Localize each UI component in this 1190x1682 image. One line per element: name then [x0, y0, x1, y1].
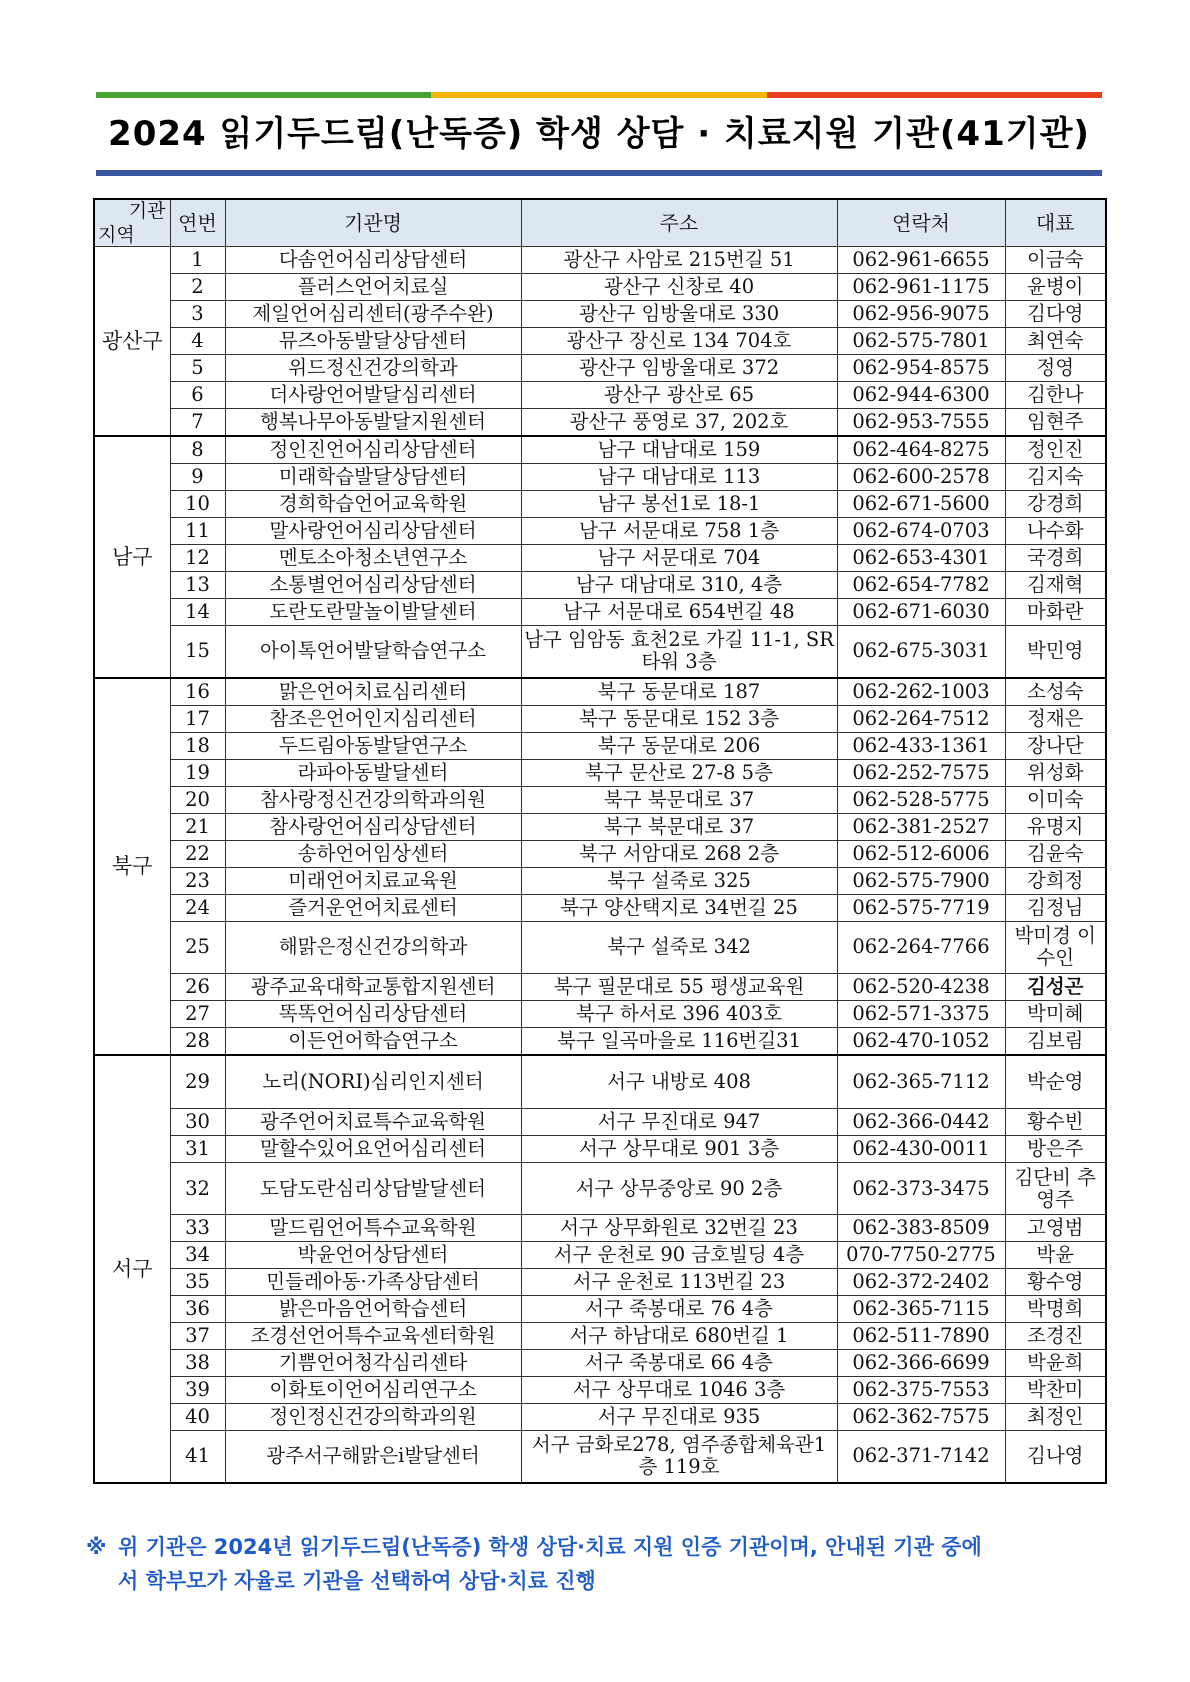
rep-cell: 김나영	[1005, 1431, 1106, 1483]
phone-cell: 062-575-7900	[837, 867, 1005, 894]
name-cell: 참조은언어인지심리센터	[225, 705, 521, 732]
rep-cell: 박찬미	[1005, 1377, 1106, 1404]
name-cell: 밝은마음언어학습센터	[225, 1296, 521, 1323]
phone-cell: 062-373-3475	[837, 1163, 1005, 1215]
phone-cell: 062-371-7142	[837, 1431, 1005, 1483]
rep-cell: 김정님	[1005, 894, 1106, 921]
table-row	[94, 973, 1106, 1000]
address-cell: 북구 서암대로 268 2층	[521, 840, 837, 867]
name-cell: 정인진언어심리상담센터	[225, 436, 521, 464]
phone-cell: 062-365-7112	[837, 1055, 1005, 1109]
name-cell: 이화토이언어심리연구소	[225, 1377, 521, 1404]
address-cell: 남구 대남대로 159	[521, 436, 837, 464]
rep-cell: 김다영	[1005, 301, 1106, 328]
name-cell: 미래언어치료교육원	[225, 867, 521, 894]
header-address: 주소	[521, 199, 837, 247]
name-cell: 라파아동발달센터	[225, 759, 521, 786]
name-cell: 멘토소아청소년연구소	[225, 545, 521, 572]
no-cell: 6	[170, 382, 225, 409]
rep-cell: 박순영	[1005, 1055, 1106, 1109]
phone-cell: 062-520-4238	[837, 973, 1005, 1000]
phone-cell: 062-575-7719	[837, 894, 1005, 921]
no-cell: 18	[170, 732, 225, 759]
no-cell: 14	[170, 599, 225, 626]
phone-cell: 062-512-6006	[837, 840, 1005, 867]
no-cell: 30	[170, 1109, 225, 1136]
address-cell: 광산구 사암로 215번길 51	[521, 247, 837, 274]
no-cell: 33	[170, 1215, 225, 1242]
address-cell: 광산구 임방울대로 330	[521, 301, 837, 328]
no-cell: 36	[170, 1296, 225, 1323]
name-cell: 똑똑언어심리상담센터	[225, 1000, 521, 1027]
no-cell: 5	[170, 355, 225, 382]
name-cell: 즐거운언어치료센터	[225, 894, 521, 921]
phone-cell: 062-362-7575	[837, 1404, 1005, 1431]
no-cell: 9	[170, 464, 225, 491]
header-phone: 연락처	[837, 199, 1005, 247]
rep-cell: 고영범	[1005, 1215, 1106, 1242]
rep-cell: 박명희	[1005, 1296, 1106, 1323]
table-row	[94, 813, 1106, 840]
phone-cell: 062-575-7801	[837, 328, 1005, 355]
no-cell: 38	[170, 1350, 225, 1377]
no-cell: 12	[170, 545, 225, 572]
rep-cell: 강희정	[1005, 867, 1106, 894]
table-header-row	[94, 199, 1106, 247]
no-cell: 41	[170, 1431, 225, 1483]
no-cell: 28	[170, 1027, 225, 1055]
name-cell: 광주서구해맑은i발달센터	[225, 1431, 521, 1483]
name-cell: 더사랑언어발달심리센터	[225, 382, 521, 409]
table-row	[94, 626, 1106, 678]
table-row	[94, 1163, 1106, 1215]
rep-cell: 정영	[1005, 355, 1106, 382]
phone-cell: 062-264-7512	[837, 705, 1005, 732]
table-row	[94, 1000, 1106, 1027]
no-cell: 8	[170, 436, 225, 464]
top-color-bar	[96, 92, 1102, 98]
table-row	[94, 1055, 1106, 1109]
table-row	[94, 301, 1106, 328]
no-cell: 25	[170, 921, 225, 973]
table-row	[94, 921, 1106, 973]
address-cell: 북구 일곡마을로 116번길31	[521, 1027, 837, 1055]
phone-cell: 062-383-8509	[837, 1215, 1005, 1242]
address-cell: 남구 봉선1로 18-1	[521, 491, 837, 518]
name-cell: 두드림아동발달연구소	[225, 732, 521, 759]
name-cell: 경희학습언어교육학원	[225, 491, 521, 518]
top-bar-yellow	[431, 92, 766, 98]
name-cell: 광주언어치료특수교육학원	[225, 1109, 521, 1136]
phone-cell: 062-375-7553	[837, 1377, 1005, 1404]
footnote-text-2: 서 학부모가 자율로 기관을 선택하여 상담·치료 진행	[118, 1569, 596, 1593]
rep-cell: 유명지	[1005, 813, 1106, 840]
address-cell: 서구 금화로278, 염주종합체육관1층 119호	[521, 1431, 837, 1483]
table-row	[94, 1027, 1106, 1055]
address-cell: 북구 북문대로 37	[521, 813, 837, 840]
phone-cell: 062-511-7890	[837, 1323, 1005, 1350]
phone-cell: 062-954-8575	[837, 355, 1005, 382]
table-row	[94, 867, 1106, 894]
rep-cell: 장나단	[1005, 732, 1106, 759]
table-row	[94, 678, 1106, 706]
address-cell: 서구 상무대로 1046 3층	[521, 1377, 837, 1404]
no-cell: 15	[170, 626, 225, 678]
name-cell: 참사랑언어심리상담센터	[225, 813, 521, 840]
name-cell: 조경선언어특수교육센터학원	[225, 1323, 521, 1350]
page-title: 2024 읽기두드림(난독증) 학생 상담 · 치료지원 기관(41기관)	[108, 114, 1090, 154]
name-cell: 다솜언어심리상담센터	[225, 247, 521, 274]
header-name: 기관명	[225, 199, 521, 247]
region-cell: 남구	[94, 436, 170, 678]
address-cell: 서구 무진대로 935	[521, 1404, 837, 1431]
no-cell: 29	[170, 1055, 225, 1109]
address-cell: 광산구 풍영로 37, 202호	[521, 409, 837, 437]
phone-cell: 062-961-6655	[837, 247, 1005, 274]
name-cell: 말드림언어특수교육학원	[225, 1215, 521, 1242]
address-cell: 남구 서문대로 654번길 48	[521, 599, 837, 626]
phone-cell: 062-944-6300	[837, 382, 1005, 409]
address-cell: 서구 상무중앙로 90 2층	[521, 1163, 837, 1215]
table-row	[94, 1377, 1106, 1404]
rep-cell: 김지숙	[1005, 464, 1106, 491]
header-no: 연번	[170, 199, 225, 247]
name-cell: 말할수있어요언어심리센터	[225, 1136, 521, 1163]
address-cell: 서구 운천로 113번길 23	[521, 1269, 837, 1296]
rep-cell: 위성화	[1005, 759, 1106, 786]
table-row	[94, 518, 1106, 545]
address-cell: 서구 죽봉대로 66 4층	[521, 1350, 837, 1377]
name-cell: 이든언어학습연구소	[225, 1027, 521, 1055]
header-diag-top: 기관	[128, 200, 166, 222]
address-cell: 남구 임암동 효천2로 가길 11-1, SR타워 3층	[521, 626, 837, 678]
address-cell: 서구 하남대로 680번길 1	[521, 1323, 837, 1350]
table-row	[94, 545, 1106, 572]
table-row	[94, 1404, 1106, 1431]
address-cell: 광산구 임방울대로 372	[521, 355, 837, 382]
no-cell: 26	[170, 973, 225, 1000]
rep-cell: 마화란	[1005, 599, 1106, 626]
rep-cell: 국경희	[1005, 545, 1106, 572]
no-cell: 22	[170, 840, 225, 867]
phone-cell: 062-654-7782	[837, 572, 1005, 599]
phone-cell: 062-674-0703	[837, 518, 1005, 545]
table-row	[94, 1109, 1106, 1136]
no-cell: 34	[170, 1242, 225, 1269]
rep-cell: 강경희	[1005, 491, 1106, 518]
name-cell: 도란도란말놀이발달센터	[225, 599, 521, 626]
table-row	[94, 247, 1106, 274]
table-row	[94, 1269, 1106, 1296]
address-cell: 서구 죽봉대로 76 4층	[521, 1296, 837, 1323]
no-cell: 19	[170, 759, 225, 786]
table-row	[94, 1296, 1106, 1323]
no-cell: 4	[170, 328, 225, 355]
top-bar-red	[767, 92, 1102, 98]
rep-cell: 나수화	[1005, 518, 1106, 545]
rep-cell: 박윤희	[1005, 1350, 1106, 1377]
name-cell: 참사랑정신건강의학과의원	[225, 786, 521, 813]
name-cell: 미래학습발달상담센터	[225, 464, 521, 491]
table-row	[94, 1215, 1106, 1242]
table-row	[94, 1350, 1106, 1377]
table-row	[94, 436, 1106, 464]
address-cell: 북구 설죽로 342	[521, 921, 837, 973]
rep-cell: 김단비 추영주	[1005, 1163, 1106, 1215]
table-row	[94, 599, 1106, 626]
name-cell: 해맑은정신건강의학과	[225, 921, 521, 973]
rep-cell: 정인진	[1005, 436, 1106, 464]
name-cell: 정인정신건강의학과의원	[225, 1404, 521, 1431]
name-cell: 행복나무아동발달지원센터	[225, 409, 521, 437]
header-rep: 대표	[1005, 199, 1106, 247]
table-row	[94, 1431, 1106, 1483]
table-row	[94, 491, 1106, 518]
address-cell: 광산구 광산로 65	[521, 382, 837, 409]
rep-cell: 김재혁	[1005, 572, 1106, 599]
name-cell: 박윤언어상담센터	[225, 1242, 521, 1269]
rep-cell: 최정인	[1005, 1404, 1106, 1431]
phone-cell: 062-430-0011	[837, 1136, 1005, 1163]
name-cell: 송하언어임상센터	[225, 840, 521, 867]
phone-cell: 062-953-7555	[837, 409, 1005, 437]
no-cell: 32	[170, 1163, 225, 1215]
address-cell: 광산구 신창로 40	[521, 274, 837, 301]
rep-cell: 박미경 이수인	[1005, 921, 1106, 973]
address-cell: 남구 대남대로 113	[521, 464, 837, 491]
table-row	[94, 732, 1106, 759]
address-cell: 서구 상무대로 901 3층	[521, 1136, 837, 1163]
footnote	[86, 1530, 1116, 1598]
rep-cell: 김보림	[1005, 1027, 1106, 1055]
phone-cell: 062-433-1361	[837, 732, 1005, 759]
table-row	[94, 382, 1106, 409]
region-cell: 광산구	[94, 247, 170, 437]
table-row	[94, 355, 1106, 382]
rep-cell: 박윤	[1005, 1242, 1106, 1269]
address-cell: 서구 내방로 408	[521, 1055, 837, 1109]
no-cell: 1	[170, 247, 225, 274]
address-cell: 북구 동문대로 187	[521, 678, 837, 706]
phone-cell: 062-571-3375	[837, 1000, 1005, 1027]
no-cell: 24	[170, 894, 225, 921]
no-cell: 40	[170, 1404, 225, 1431]
rep-cell: 김윤숙	[1005, 840, 1106, 867]
name-cell: 노리(NORI)심리인지센터	[225, 1055, 521, 1109]
address-cell: 북구 동문대로 152 3층	[521, 705, 837, 732]
table-row	[94, 786, 1106, 813]
table-row	[94, 840, 1106, 867]
phone-cell: 062-381-2527	[837, 813, 1005, 840]
address-cell: 서구 무진대로 947	[521, 1109, 837, 1136]
address-cell: 북구 하서로 396 403호	[521, 1000, 837, 1027]
no-cell: 21	[170, 813, 225, 840]
table-row	[94, 759, 1106, 786]
no-cell: 2	[170, 274, 225, 301]
rep-cell: 김한나	[1005, 382, 1106, 409]
phone-cell: 070-7750-2775	[837, 1242, 1005, 1269]
footnote-text-1: 위 기관은 2024년 읽기두드림(난독증) 학생 상담·치료 지원 인증 기관이며, 안내된 기관 중에	[118, 1535, 982, 1559]
phone-cell: 062-372-2402	[837, 1269, 1005, 1296]
name-cell: 민들레아동·가족상담센터	[225, 1269, 521, 1296]
no-cell: 13	[170, 572, 225, 599]
phone-cell: 062-671-5600	[837, 491, 1005, 518]
rep-cell: 정재은	[1005, 705, 1106, 732]
rep-cell: 김성곤	[1005, 973, 1106, 1000]
rep-cell: 이금숙	[1005, 247, 1106, 274]
no-cell: 7	[170, 409, 225, 437]
phone-cell: 062-675-3031	[837, 626, 1005, 678]
no-cell: 35	[170, 1269, 225, 1296]
name-cell: 도담도란심리상담발달센터	[225, 1163, 521, 1215]
no-cell: 31	[170, 1136, 225, 1163]
rep-cell: 박민영	[1005, 626, 1106, 678]
address-cell: 남구 서문대로 704	[521, 545, 837, 572]
phone-cell: 062-365-7115	[837, 1296, 1005, 1323]
table-row	[94, 705, 1106, 732]
table-row	[94, 274, 1106, 301]
table-row	[94, 409, 1106, 437]
no-cell: 39	[170, 1377, 225, 1404]
name-cell: 기쁨언어청각심리센타	[225, 1350, 521, 1377]
phone-cell: 062-252-7575	[837, 759, 1005, 786]
name-cell: 플러스언어치료실	[225, 274, 521, 301]
table-row	[94, 1136, 1106, 1163]
phone-cell: 062-528-5775	[837, 786, 1005, 813]
table-row	[94, 1323, 1106, 1350]
header-region-institution	[94, 199, 170, 247]
rep-cell: 방은주	[1005, 1136, 1106, 1163]
name-cell: 위드정신건강의학과	[225, 355, 521, 382]
phone-cell: 062-366-6699	[837, 1350, 1005, 1377]
rep-cell: 최연숙	[1005, 328, 1106, 355]
address-cell: 남구 대남대로 310, 4층	[521, 572, 837, 599]
no-cell: 37	[170, 1323, 225, 1350]
title-underline-bar	[96, 170, 1102, 176]
table-row	[94, 894, 1106, 921]
table-row	[94, 1242, 1106, 1269]
address-cell: 북구 북문대로 37	[521, 786, 837, 813]
no-cell: 17	[170, 705, 225, 732]
phone-cell: 062-366-0442	[837, 1109, 1005, 1136]
name-cell: 광주교육대학교통합지원센터	[225, 973, 521, 1000]
address-cell: 북구 양산택지로 34번길 25	[521, 894, 837, 921]
phone-cell: 062-961-1175	[837, 274, 1005, 301]
top-bar-green	[96, 92, 431, 98]
phone-cell: 062-671-6030	[837, 599, 1005, 626]
rep-cell: 황수영	[1005, 1269, 1106, 1296]
rep-cell: 임현주	[1005, 409, 1106, 437]
footnote-mark: ※	[86, 1535, 107, 1559]
rep-cell: 박미혜	[1005, 1000, 1106, 1027]
phone-cell: 062-653-4301	[837, 545, 1005, 572]
table-body	[94, 247, 1106, 1483]
name-cell: 맑은언어치료심리센터	[225, 678, 521, 706]
name-cell: 아이톡언어발달학습연구소	[225, 626, 521, 678]
no-cell: 3	[170, 301, 225, 328]
no-cell: 20	[170, 786, 225, 813]
region-cell: 북구	[94, 678, 170, 1055]
table-row	[94, 328, 1106, 355]
no-cell: 23	[170, 867, 225, 894]
no-cell: 16	[170, 678, 225, 706]
no-cell: 11	[170, 518, 225, 545]
rep-cell: 이미숙	[1005, 786, 1106, 813]
phone-cell: 062-470-1052	[837, 1027, 1005, 1055]
name-cell: 뮤즈아동발달상담센터	[225, 328, 521, 355]
table-row	[94, 572, 1106, 599]
phone-cell: 062-956-9075	[837, 301, 1005, 328]
region-cell: 서구	[94, 1055, 170, 1483]
phone-cell: 062-464-8275	[837, 436, 1005, 464]
address-cell: 북구 필문대로 55 평생교육원	[521, 973, 837, 1000]
no-cell: 27	[170, 1000, 225, 1027]
address-cell: 서구 운천로 90 금호빌딩 4층	[521, 1242, 837, 1269]
name-cell: 말사랑언어심리상담센터	[225, 518, 521, 545]
phone-cell: 062-262-1003	[837, 678, 1005, 706]
address-cell: 남구 서문대로 758 1층	[521, 518, 837, 545]
rep-cell: 소성숙	[1005, 678, 1106, 706]
institution-table	[93, 198, 1107, 1484]
address-cell: 서구 상무화원로 32번길 23	[521, 1215, 837, 1242]
table-row	[94, 464, 1106, 491]
footnote-line-1	[86, 1530, 1116, 1564]
name-cell: 제일언어심리센터(광주수완)	[225, 301, 521, 328]
no-cell: 10	[170, 491, 225, 518]
header-diag-bottom: 지역	[98, 224, 135, 246]
address-cell: 북구 문산로 27-8 5층	[521, 759, 837, 786]
name-cell: 소통별언어심리상담센터	[225, 572, 521, 599]
phone-cell: 062-264-7766	[837, 921, 1005, 973]
rep-cell: 황수빈	[1005, 1109, 1106, 1136]
address-cell: 북구 동문대로 206	[521, 732, 837, 759]
rep-cell: 윤병이	[1005, 274, 1106, 301]
rep-cell: 조경진	[1005, 1323, 1106, 1350]
address-cell: 북구 설죽로 325	[521, 867, 837, 894]
phone-cell: 062-600-2578	[837, 464, 1005, 491]
address-cell: 광산구 장신로 134 704호	[521, 328, 837, 355]
